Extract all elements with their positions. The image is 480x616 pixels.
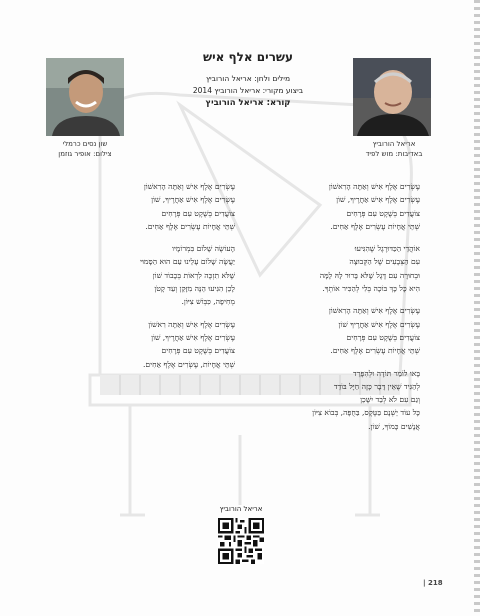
lyric-line: צוֹעֲדִים בְּשֶׁקֶט עִם פְּרָחִים [346, 332, 420, 342]
lyric-line: לְהַגִּיד שֶׁאֵין דָּבָר כָּזֶה חַיָּל בּוֹדֵד [333, 381, 420, 391]
lyric-line: עִם הַצְּבָעִים שֶׁל הַקְּבוּצָה [349, 257, 420, 267]
lyric-line: עֶשְׂרִים אֶלֶף אִישׁ אַחֲרֶיךָ, שׁוֹן [151, 332, 235, 342]
lyric-line: עֶשְׂרִים אֶלֶף אִישׁ וְאַתָּה הָרִאשׁוֹן [328, 182, 420, 191]
lyric-line: אֲנָשִׁים כָּמוֹךָ, שׁוֹן. [368, 421, 420, 431]
portrait-photo-left [46, 58, 124, 136]
qr-code-icon[interactable] [218, 518, 264, 564]
photo-caption-right [344, 139, 444, 159]
lyric-line: שֶׁלֹּא תִזְכֶּה לִרְאוֹת בְּכָבוֹד שׁוֹן [152, 270, 235, 280]
song-header [160, 50, 336, 110]
stanza [240, 242, 420, 295]
lyric-line: שְׁתֵּי אֲחָיוֹת עֶשְׂרִים אֶלֶף אַחִים. [145, 221, 235, 231]
lyric-line: עֶשְׂרִים אֶלֶף אִישׁ וְאַתָּה רִאשׁוֹן [148, 319, 235, 329]
photo-credit-left: צילום: אופיר גוזמן [58, 150, 112, 158]
lyric-line: אוֹהֲדֵי הַכַּדּוּרֶגֶל שֶׁהִגִּיעוּ [354, 244, 420, 254]
credit-words-music: מילים ולחן: אריאל הורוביץ [205, 74, 291, 83]
stanza [240, 367, 420, 433]
perforated-edge [474, 0, 480, 616]
stanza [240, 304, 420, 357]
lyric-line: צוֹעֲדִים בְּשֶׁקֶט עִם פְּרָחִים [161, 346, 235, 356]
lyric-line: עֶשְׂרִים אֶלֶף אִישׁ אַחֲרֶיךָ, שׁוֹן [151, 195, 235, 205]
lyric-line: שְׁתֵּי אֲחָיוֹת עֶשְׂרִים אֶלֶף אַחִים. [330, 221, 420, 231]
stanza [240, 180, 420, 233]
photo-name-right: אריאל הורוביץ [372, 140, 416, 148]
credit-reader: קורא: אריאל הורוביץ [205, 98, 291, 108]
lyric-line: עֶשְׂרִים אֶלֶף אִישׁ אַחֲרֶיךָ שׁוֹן [338, 319, 420, 329]
lyric-line: וּבְחוּרָה עִם דֶּגֶל שֶׁלֹּא בָּרוּר לָהּ לָמָּה [319, 270, 420, 280]
lyric-line: כָּל עוֹד יֵשְׁנָם בַּטֶּקֶס, בַּחֻפָּה, בְּבוֹא צִיּוֹן [312, 408, 420, 418]
photo-credit-right: באדיבות: מוש לפיד [365, 150, 423, 158]
lyric-line: שְׁתֵּי אֲחָיוֹת עֶשְׂרִים אֶלֶף אַחִים. [330, 346, 420, 356]
stanza [60, 180, 235, 233]
lyric-line: עֶשְׂרִים אֶלֶף אִישׁ וְאַתָּה הָרִאשׁוֹן [328, 306, 420, 316]
portrait-photo-right [353, 58, 431, 136]
photo-name-left: שון נסים כרמלי [62, 140, 108, 148]
lyric-line: לָכֵן הִגִּיעוּ הֵנָּה מִזָּקֵן וְעַד קָטֹן [154, 284, 235, 294]
lyric-line: צוֹעֲדִים בְּשֶׁקֶט עִם פְּרָחִים [161, 208, 235, 218]
lyric-line: עֶשְׂרִים אֶלֶף אִישׁ אַחֲרֶיךָ, שׁוֹן [336, 195, 420, 205]
lyric-line: יַעֲשֶׂה שָׁלוֹם עָלֵינוּ עַם הוּא הַסָּמוּי [140, 257, 235, 267]
lyrics-column-right [240, 180, 420, 442]
page-number: | 218 [423, 579, 443, 587]
lyric-line: שְׁתֵּי אֲחָיוֹת, עֶשְׂרִים אֶלֶף אַחִים. [142, 359, 235, 369]
lyric-line: מְחִיפָה, כִּבְּוֹשׁ צִיּוֹן. [181, 297, 235, 307]
lyric-line: הָעוֹשֶׂה שָׁלוֹם בִּמְרוֹמָיו [171, 244, 235, 254]
stanza [60, 242, 235, 308]
photo-caption-left [35, 139, 135, 159]
stanza [60, 318, 235, 371]
lyric-line: הִיא כָּל כָּךְ בּוֹכָה בְּלִי לְהַכִּיר אוֹתְךָ. [322, 284, 420, 294]
lyric-line: בָּאוּ לוֹמַר תּוֹדָה וּלְהִפָּרֵד [353, 368, 420, 378]
lyric-line: וְגַם עִם לֹא לְבַד יִשָּׁכֵן [360, 395, 420, 405]
lyric-line: עֶשְׂרִים אֶלֶף אִישׁ וְאַתָּה הָרִאשׁוֹן [143, 182, 235, 191]
song-title: עשרים אלף איש [202, 50, 294, 64]
qr-label: אריאל הורוביץ [219, 505, 263, 513]
credit-performance: ביצוע מקורי: אריאל הורוביץ 2014 [192, 86, 304, 95]
lyric-line: צוֹעֲדִים בְּשֶׁקֶט עִם פְּרָחִים [346, 208, 420, 218]
lyrics-column-left [60, 180, 235, 380]
